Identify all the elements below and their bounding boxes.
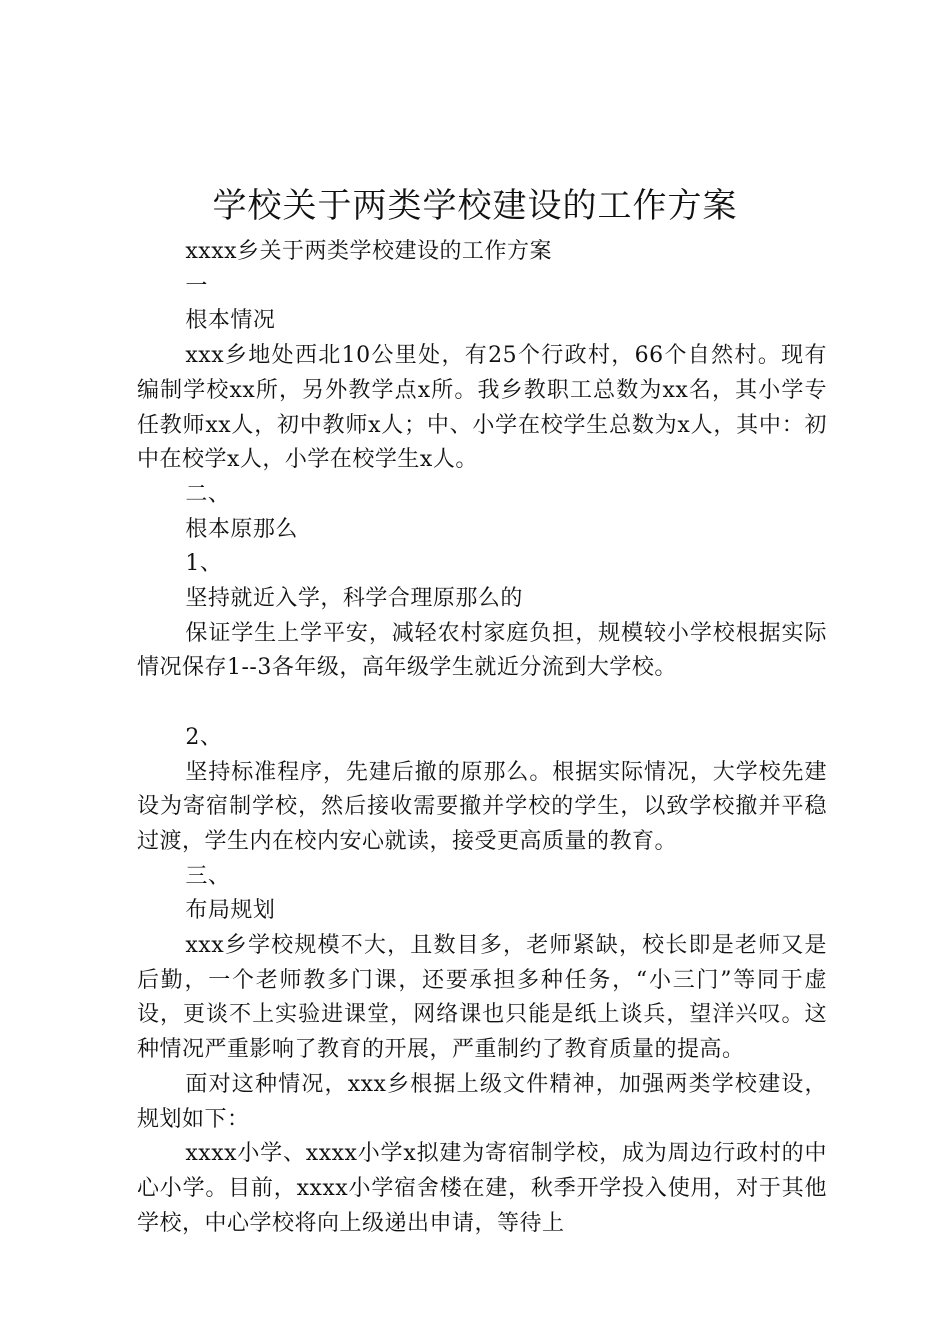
document-title: 学校关于两类学校建设的工作方案 (212, 186, 738, 226)
item-number-1: 1、 (185, 551, 223, 577)
item-number-2: 2、 (185, 724, 223, 750)
section-number-3: 三、 (185, 863, 231, 889)
document-body (137, 235, 827, 1241)
section-heading-layout-plan: 布局规划 (185, 898, 276, 924)
item-heading-1: 坚持就近入学，科学合理原那么的 (185, 586, 523, 612)
paragraph-layout-plan: xxx乡学校规模不大，且数目多，老师紧缺，校长即是老师又是后勤，一个老师教多门课，还要承担多种任务，“小三门”等同于虚设，更谈不上实验进课堂，网络课也只能是纸上谈兵，望洋兴叹。这种情况严重影响了教育的开展，严重制约了教育质量的提高。 (137, 933, 827, 1063)
section-number-1: 一 (185, 273, 208, 299)
section-heading-principles: 根本原那么 (185, 516, 298, 542)
paragraph-boarding-schools: xxxx小学、xxxx小学x拟建为寄宿制学校，成为周边行政村的中心小学。目前，xxxx小学宿舍楼在建，秋季开学投入使用，对于其他学校，中心学校将向上级递出申请，等待上 (137, 1141, 827, 1236)
section-heading-basic-situation: 根本情况 (185, 308, 276, 334)
paragraph-response: 面对这种情况，xxx乡根据上级文件精神，加强两类学校建设，规划如下： (137, 1071, 827, 1132)
subtitle-paragraph: xxxx乡关于两类学校建设的工作方案 (185, 239, 553, 264)
section-number-2: 二、 (185, 481, 231, 507)
paragraph-item-2: 坚持标准程序，先建后撤的原那么。根据实际情况，大学校先建设为寄宿制学校，然后接收需要撤并学校的学生，以致学校撤并平稳过渡，学生内在校内安心就读，接受更高质量的教育。 (137, 759, 827, 854)
paragraph-basic-situation: xxx乡地处西北10公里处，有25个行政村，66个自然村。现有编制学校xx所，另外教学点x所。我乡教职工总数为xx名，其小学专任教师xx人，初中教师x人；中、小学在校学生总数为x人，其中：初中在校学x人，小学在校学生x人。 (137, 343, 827, 473)
paragraph-item-1: 保证学生上学平安，减轻农村家庭负担，规模较小学校根据实际情况保存1--3各年级，高年级学生就近分流到大学校。 (137, 620, 827, 681)
blank-line (137, 686, 827, 721)
